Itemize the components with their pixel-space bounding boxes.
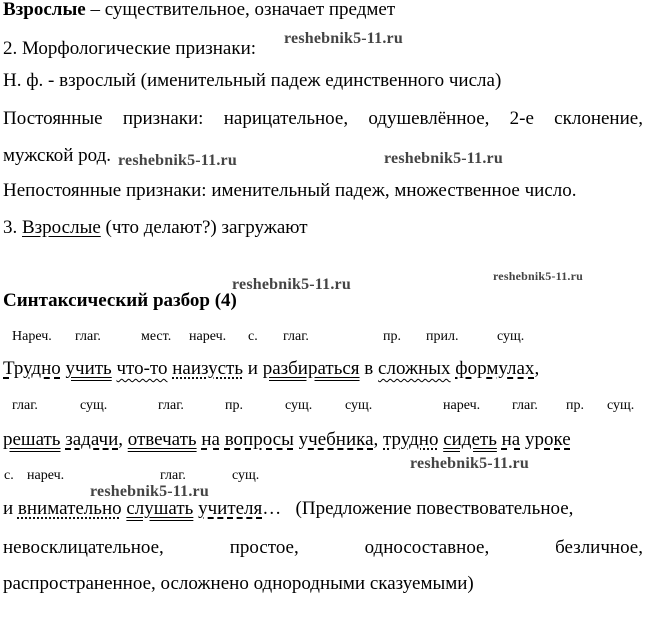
pos-tag: сущ.: [345, 398, 373, 413]
pos-tag: пр.: [225, 398, 243, 413]
word: решать: [3, 429, 61, 450]
morph-line-2: 2. Морфологические признаки:: [3, 38, 257, 59]
watermark: reshebnik5-11.ru: [384, 150, 503, 167]
word: учебника: [298, 429, 374, 450]
word: отвечать: [127, 429, 197, 450]
word: уроке: [524, 429, 571, 450]
word: 2-е: [509, 108, 534, 129]
word: Трудно: [3, 358, 61, 379]
watermark: reshebnik5-11.ru: [284, 30, 403, 47]
word: признаки:: [122, 108, 204, 129]
word: учителя: [198, 498, 263, 519]
word: безличное,: [555, 537, 643, 558]
morph-line-5: мужской род.: [3, 145, 112, 166]
pos-tag: сущ.: [285, 398, 313, 413]
watermark: reshebnik5-11.ru: [410, 455, 529, 472]
pos-tag: пр.: [566, 398, 584, 413]
sentence-line-4: [3, 537, 643, 559]
word: склонение,: [554, 108, 643, 129]
word: односоставное,: [364, 537, 490, 558]
word: Постоянные: [3, 108, 103, 129]
sentence-line-5: распространенное, осложнено однородными сказуемыми): [3, 573, 474, 594]
word: вопросы: [224, 429, 294, 450]
pos-tag: нареч.: [27, 468, 65, 483]
morph-line-7: 3. Взрослые (что делают?) загружают: [3, 217, 308, 238]
pos-tag: мест.: [141, 329, 172, 344]
pos-tag: глаг.: [158, 398, 184, 413]
pos-tag: сущ.: [497, 329, 525, 344]
word: разбираться: [262, 358, 360, 379]
analyzed-word: Взрослые: [3, 0, 86, 20]
pos-tag: пр.: [383, 329, 401, 344]
sentence-line-3: и внимательно слушать учителя… (Предложение повествовательное,: [3, 498, 574, 519]
word: учить: [65, 358, 112, 379]
word: формулах: [455, 358, 535, 379]
word: невосклицательное,: [3, 537, 164, 558]
word: в: [364, 358, 374, 379]
pos-tag: нареч.: [189, 329, 227, 344]
pos-tag: сущ.: [80, 398, 108, 413]
subject-word: Взрослые: [22, 217, 101, 238]
word: задачи: [65, 429, 119, 450]
word: на: [201, 429, 220, 450]
word: и: [3, 498, 14, 519]
watermark: reshebnik5-11.ru: [493, 269, 583, 283]
morph-line-4: [3, 108, 643, 130]
pos-tag: с.: [4, 468, 14, 483]
pos-tag: с.: [248, 329, 258, 344]
word: наизусть: [172, 358, 244, 379]
pos-tag: глаг.: [160, 468, 186, 483]
morph-line-1-rest: – существительное, означает предмет: [85, 0, 396, 20]
word: трудно: [383, 429, 439, 450]
pos-tag: Нареч.: [12, 329, 52, 344]
pos-tag: сущ.: [607, 398, 635, 413]
watermark: reshebnik5-11.ru: [232, 276, 351, 293]
pos-tag: прил.: [426, 329, 459, 344]
morph-line-3: Н. ф. - взрослый (именительный падеж единственного числа): [3, 70, 502, 91]
sentence-line-2: решать задачи, отвечать на вопросы учебника, трудно сидеть на уроке: [3, 429, 571, 450]
morph-line-1: [3, 0, 395, 21]
word: что-то: [116, 358, 168, 379]
word: слушать: [126, 498, 194, 519]
sentence-line-1: Трудно учить что-то наизусть и разбираться в сложных формулах,: [3, 358, 540, 379]
syntax-heading: Синтаксический разбор (4): [3, 290, 237, 311]
morph-line-6: Непостоянные признаки: именительный падеж, множественное число.: [3, 180, 577, 201]
word: и: [247, 358, 258, 379]
pos-tag: нареч.: [443, 398, 481, 413]
pos-tag: глаг.: [12, 398, 38, 413]
word: простое,: [229, 537, 299, 558]
word: нарицательное,: [223, 108, 349, 129]
word: внимательно: [17, 498, 122, 519]
word: на: [501, 429, 521, 450]
pos-tag: глаг.: [512, 398, 538, 413]
pos-tag: сущ.: [232, 468, 260, 483]
pos-tag: глаг.: [283, 329, 309, 344]
pos-tag: глаг.: [75, 329, 101, 344]
watermark: reshebnik5-11.ru: [118, 152, 237, 169]
watermark: reshebnik5-11.ru: [90, 483, 209, 500]
word: сидеть: [443, 429, 497, 450]
word: (Предложение повествовательное,: [295, 498, 574, 519]
word: сложных: [378, 358, 451, 379]
word: одушевлённое,: [368, 108, 490, 129]
